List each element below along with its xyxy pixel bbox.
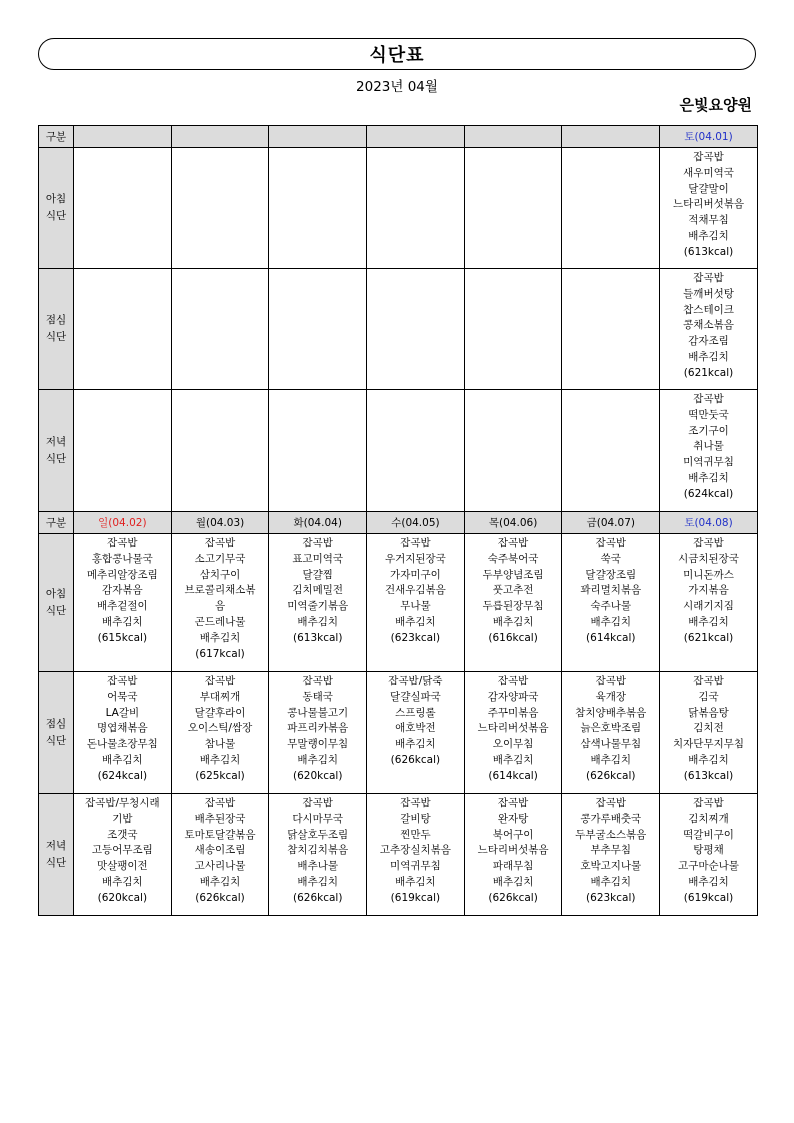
meal-label-line: 저녁 — [45, 839, 67, 852]
menu-cell — [74, 390, 172, 512]
week1-lunch-row — [39, 269, 758, 390]
menu-item: 치자단무지무침 — [673, 738, 745, 751]
menu-item: (614kcal) — [488, 769, 538, 782]
menu-item: 떡갈비구이 — [683, 828, 734, 841]
menu-item: 콩채소볶음 — [683, 319, 734, 332]
day-header: 금(04.07) — [562, 512, 660, 534]
menu-item: 잡곡밥 — [400, 537, 431, 549]
week2-lunch-row — [39, 672, 758, 794]
menu-item: 배추된장국 — [194, 812, 246, 825]
menu-cell — [171, 534, 269, 672]
menu-item: 감자볶음 — [102, 584, 143, 597]
menu-cell — [660, 269, 758, 390]
gubun-label: 구분 — [39, 512, 74, 534]
menu-item: 꽈리멸치볶음 — [580, 584, 642, 597]
menu-item: 우거지된장국 — [384, 552, 446, 565]
menu-item: 배추나물 — [297, 860, 338, 873]
menu-item: 고추장실치볶음 — [379, 844, 451, 857]
menu-item: 배추김치 — [492, 875, 534, 888]
menu-item: 곤드레나물 — [194, 615, 246, 628]
week2-dinner-row — [39, 794, 758, 916]
menu-item: 숙주북어국 — [487, 552, 539, 565]
menu-cell — [269, 269, 367, 390]
menu-cell — [171, 148, 269, 269]
menu-item: 배추김치 — [199, 631, 241, 644]
menu-item: 새우미역국 — [683, 166, 734, 179]
meal-label-line: 저녁 — [45, 435, 67, 448]
menu-item: 김치전 — [693, 722, 724, 735]
week1-breakfast-row — [39, 148, 758, 269]
menu-cell — [367, 269, 465, 390]
menu-cell — [464, 794, 562, 916]
menu-item: 잡곡밥 — [107, 537, 138, 549]
menu-item: 잡곡밥 — [497, 797, 529, 809]
menu-item: 시금치된장국 — [678, 552, 739, 565]
menu-item: (617kcal) — [195, 647, 245, 660]
menu-item: 파프리카볶음 — [287, 722, 349, 735]
menu-item: 잡곡밥 — [595, 675, 626, 687]
menu-item: 늙은호박조림 — [580, 722, 642, 735]
menu-item: 배추김치 — [395, 738, 436, 751]
menu-item: 잡곡밥 — [302, 537, 333, 549]
menu-item: 잡곡밥 — [497, 675, 529, 687]
menu-item: 참치김치볶음 — [287, 844, 349, 857]
menu-item: 달걀장조림 — [585, 568, 637, 581]
menu-cell — [562, 672, 660, 794]
menu-item: 잡곡밥 — [693, 797, 724, 809]
menu-item: 잡곡밥 — [693, 151, 724, 163]
menu-item: 달걀찜 — [302, 568, 333, 581]
menu-item: 갈비탕 — [400, 812, 431, 825]
menu-item: (614kcal) — [586, 631, 636, 644]
menu-item: 가자미구이 — [390, 568, 441, 581]
menu-item: 김국 — [698, 690, 719, 703]
menu-item: 애호박전 — [395, 722, 436, 735]
menu-cell — [464, 534, 562, 672]
day-header — [74, 126, 172, 148]
menu-item: 표고미역국 — [292, 552, 344, 565]
menu-item: 소고기무국 — [194, 552, 246, 565]
menu-item: (613kcal) — [683, 769, 734, 782]
menu-item: 토마토달걀볶음 — [184, 828, 256, 841]
menu-item: 배추김치 — [297, 753, 338, 766]
menu-item: 시래기지짐 — [683, 600, 734, 613]
day-header: 월(04.03) — [171, 512, 269, 534]
menu-cell — [74, 672, 172, 794]
menu-item: (613kcal) — [683, 245, 734, 258]
dinner-label — [39, 390, 74, 512]
menu-item: 기밥 — [112, 812, 133, 825]
menu-item: 배추김치 — [102, 875, 143, 888]
menu-cell — [74, 269, 172, 390]
menu-item: 홍합콩나물국 — [91, 552, 153, 565]
menu-cell — [562, 148, 660, 269]
menu-item: 배추김치 — [492, 753, 534, 766]
menu-item: 잡곡밥 — [693, 537, 724, 549]
menu-item: 육개장 — [595, 690, 626, 703]
menu-item: 음 — [214, 600, 226, 613]
menu-item: 고등어무조림 — [91, 844, 153, 857]
menu-item: (619kcal) — [390, 891, 441, 904]
menu-item: 다시마무국 — [292, 812, 344, 825]
menu-item: 부대찌개 — [199, 690, 241, 703]
menu-item: 파래무침 — [492, 860, 534, 873]
menu-item: 호박고지나물 — [580, 860, 642, 873]
breakfast-label — [39, 534, 74, 672]
menu-item: 어묵국 — [107, 690, 138, 703]
menu-item: 배추김치 — [297, 875, 338, 888]
day-header: 화(04.04) — [269, 512, 367, 534]
menu-item: 김치메밀전 — [292, 584, 344, 597]
meal-label-line: 식단 — [45, 210, 67, 222]
menu-item: 돈나물초장무침 — [86, 738, 158, 751]
facility-name: 은빛요양원 — [679, 96, 752, 114]
menu-item: 배추김치 — [102, 615, 143, 628]
menu-item: 잡곡밥 — [595, 537, 626, 549]
menu-item: 배추김치 — [102, 753, 143, 766]
menu-item: 스프링롤 — [395, 706, 436, 719]
menu-item: 가지볶음 — [688, 584, 729, 597]
menu-item: 쑥국 — [600, 552, 621, 565]
menu-item: 배추김치 — [688, 875, 729, 888]
meal-label-line: 점심 — [45, 314, 67, 326]
menu-cell — [562, 390, 660, 512]
menu-item: 조갯국 — [107, 828, 138, 841]
menu-item: 잡곡밥 — [204, 537, 236, 549]
menu-item: 북어구이 — [492, 828, 534, 841]
menu-item: 배추김치 — [492, 615, 534, 628]
week1-header-row — [39, 126, 758, 148]
day-header: 목(04.06) — [464, 512, 562, 534]
menu-table-body — [39, 126, 758, 916]
menu-item: (615kcal) — [97, 631, 148, 644]
menu-item: 잡곡밥 — [693, 675, 724, 687]
menu-cell — [367, 794, 465, 916]
title-box — [38, 38, 756, 70]
menu-item: 잡곡밥 — [302, 675, 333, 687]
menu-item: (626kcal) — [586, 769, 636, 782]
menu-item: 두릅된장무침 — [482, 600, 544, 613]
menu-item: 배추김치 — [688, 615, 729, 628]
gubun-label: 구분 — [39, 126, 74, 148]
menu-item: (626kcal) — [292, 891, 343, 904]
menu-item: (621kcal) — [683, 366, 734, 379]
menu-item: 잡곡밥 — [693, 393, 724, 405]
menu-item: 잡곡밥 — [302, 797, 333, 809]
menu-cell — [171, 672, 269, 794]
menu-cell — [562, 534, 660, 672]
menu-item: 찐만두 — [400, 828, 431, 841]
menu-item: (625kcal) — [195, 769, 245, 782]
day-header: 수(04.05) — [367, 512, 465, 534]
menu-item: 배추겉절이 — [96, 600, 148, 613]
menu-item: 새송이조림 — [194, 844, 246, 857]
meal-label-line: 식단 — [45, 452, 67, 465]
menu-item: 잡곡밥 — [497, 537, 529, 549]
menu-item: 오이무침 — [492, 738, 534, 751]
menu-item: 미니돈까스 — [683, 568, 734, 581]
menu-item: 배추김치 — [395, 615, 436, 628]
menu-item: 닭살호두조림 — [287, 828, 349, 841]
menu-item: 잡곡밥 — [400, 797, 431, 809]
menu-item: 잡곡밥 — [204, 797, 236, 809]
menu-item: 참치양배추볶음 — [575, 706, 647, 719]
menu-item: 느타리버섯볶음 — [477, 722, 549, 735]
menu-item: 느타리버섯볶음 — [673, 198, 745, 211]
menu-item: 무나물 — [400, 600, 431, 613]
menu-item: 미역귀무침 — [683, 456, 734, 469]
day-header: 일(04.02) — [74, 512, 172, 534]
menu-item: 건새우김볶음 — [384, 584, 446, 597]
menu-item: 떡만둣국 — [688, 408, 729, 421]
day-header — [562, 126, 660, 148]
menu-cell — [269, 672, 367, 794]
menu-item: 배추김치 — [590, 753, 632, 766]
lunch-label — [39, 672, 74, 794]
menu-item: 두부양념조림 — [482, 568, 544, 581]
menu-item: 동태국 — [302, 690, 333, 703]
menu-item: 배추김치 — [688, 753, 729, 766]
page-title: 식단표 — [369, 45, 425, 66]
menu-item: 두부굴소스볶음 — [575, 828, 647, 841]
menu-item: 잡곡밥 — [595, 797, 626, 809]
menu-item: 배추김치 — [395, 875, 436, 888]
menu-item: 들깨버섯탕 — [683, 287, 734, 300]
menu-item: 배추김치 — [199, 753, 241, 766]
menu-item: 콩가루배춧국 — [580, 812, 642, 825]
menu-item: 잡곡밥 — [693, 272, 724, 284]
menu-cell — [269, 390, 367, 512]
menu-item: 감자조림 — [688, 335, 729, 348]
menu-item: 미역줄기볶음 — [287, 600, 349, 613]
menu-cell — [269, 794, 367, 916]
menu-item: 탕평채 — [693, 844, 724, 857]
menu-cell — [367, 390, 465, 512]
menu-item: (626kcal) — [195, 891, 245, 904]
menu-item: 고구마순나물 — [678, 860, 739, 873]
menu-cell — [660, 148, 758, 269]
menu-cell — [464, 148, 562, 269]
menu-item: (624kcal) — [683, 487, 734, 500]
menu-item: 취나물 — [693, 440, 724, 453]
menu-item: LA갈비 — [105, 706, 140, 719]
day-header — [367, 126, 465, 148]
menu-item: 배추김치 — [688, 229, 729, 242]
menu-item: (623kcal) — [390, 631, 441, 644]
menu-item: (613kcal) — [292, 631, 343, 644]
menu-item: 감자양파국 — [487, 690, 539, 703]
menu-item: 잡곡밥/닭죽 — [388, 675, 443, 687]
meal-label-line: 아침 — [45, 193, 67, 205]
menu-cell — [464, 672, 562, 794]
menu-cell — [171, 390, 269, 512]
meal-label-line: 식단 — [45, 856, 67, 869]
menu-item: 찹스테이크 — [683, 303, 734, 316]
menu-cell — [171, 794, 269, 916]
menu-item: 배추김치 — [688, 471, 729, 484]
day-header: 토(04.01) — [660, 126, 758, 148]
menu-cell — [464, 269, 562, 390]
menu-cell — [562, 794, 660, 916]
menu-item: 조기구이 — [688, 424, 729, 437]
menu-item: (626kcal) — [390, 753, 441, 766]
menu-item: 브로콜리채소볶 — [184, 584, 256, 597]
menu-cell — [660, 534, 758, 672]
menu-item: 명엽채볶음 — [96, 722, 148, 735]
menu-item: (619kcal) — [683, 891, 734, 904]
menu-cell — [660, 390, 758, 512]
menu-item: 무말랭이무침 — [287, 738, 349, 751]
lunch-label — [39, 269, 74, 390]
day-header — [464, 126, 562, 148]
menu-item: 완자탕 — [497, 812, 529, 825]
menu-item: 콩나물불고기 — [287, 706, 349, 719]
menu-item: 미역귀무침 — [390, 860, 441, 873]
menu-item: 풋고추전 — [492, 584, 534, 597]
menu-item: 달걀후라이 — [194, 706, 246, 719]
menu-cell — [660, 672, 758, 794]
menu-cell — [74, 794, 172, 916]
menu-item: (621kcal) — [683, 631, 734, 644]
menu-item: 숙주나물 — [590, 600, 632, 613]
menu-item: 잡곡밥/무청시래 — [85, 797, 160, 809]
breakfast-label — [39, 148, 74, 269]
menu-item: 배추김치 — [590, 615, 632, 628]
dinner-label — [39, 794, 74, 916]
menu-item: 삼치구이 — [199, 568, 241, 581]
menu-item: 맛살팽이전 — [96, 860, 148, 873]
menu-item: 부추무침 — [590, 844, 632, 857]
menu-item: 삼색나물무침 — [580, 738, 642, 751]
menu-item: 닭볶음탕 — [688, 706, 729, 719]
day-header — [269, 126, 367, 148]
menu-item: 고사리나물 — [194, 860, 246, 873]
meal-label-line: 식단 — [45, 604, 67, 617]
menu-table — [38, 125, 758, 916]
menu-cell — [367, 148, 465, 269]
menu-cell — [367, 534, 465, 672]
meal-label-line: 아침 — [45, 587, 67, 600]
menu-item: 배추김치 — [590, 875, 632, 888]
meal-label-line: 식단 — [45, 734, 67, 747]
menu-item: 오이스틱/쌈장 — [187, 722, 253, 735]
week1-dinner-row — [39, 390, 758, 512]
menu-item: (616kcal) — [488, 631, 538, 644]
menu-item: (623kcal) — [586, 891, 636, 904]
menu-item: 메추리알장조림 — [86, 568, 158, 581]
menu-item: 달걀말이 — [688, 182, 729, 195]
menu-item: 적채무침 — [688, 214, 729, 227]
menu-cell — [171, 269, 269, 390]
menu-item: 배추김치 — [297, 615, 338, 628]
week2-breakfast-row — [39, 534, 758, 672]
menu-item: 잡곡밥 — [107, 675, 138, 687]
menu-item: 주꾸미볶음 — [487, 706, 539, 719]
menu-cell — [660, 794, 758, 916]
week2-header-row — [39, 512, 758, 534]
menu-item: 잡곡밥 — [204, 675, 236, 687]
menu-item: (626kcal) — [488, 891, 538, 904]
menu-item: (620kcal) — [97, 891, 148, 904]
menu-item: (624kcal) — [97, 769, 148, 782]
menu-item: 느타리버섯볶음 — [477, 844, 549, 857]
menu-cell — [269, 534, 367, 672]
menu-cell — [562, 269, 660, 390]
meal-label-line: 점심 — [45, 717, 67, 730]
day-header: 토(04.08) — [660, 512, 758, 534]
menu-item: 김치찌개 — [688, 812, 729, 825]
menu-item: 배추김치 — [199, 875, 241, 888]
menu-cell — [74, 148, 172, 269]
menu-item: 배추김치 — [688, 350, 729, 363]
menu-cell — [367, 672, 465, 794]
menu-cell — [269, 148, 367, 269]
menu-item: 달걀실파국 — [390, 690, 441, 703]
menu-cell — [464, 390, 562, 512]
day-header — [171, 126, 269, 148]
menu-period: 2023년 04월 — [356, 79, 438, 95]
meal-label-line: 식단 — [45, 331, 67, 343]
menu-cell — [74, 534, 172, 672]
menu-item: (620kcal) — [292, 769, 343, 782]
menu-item: 참나물 — [204, 738, 236, 751]
